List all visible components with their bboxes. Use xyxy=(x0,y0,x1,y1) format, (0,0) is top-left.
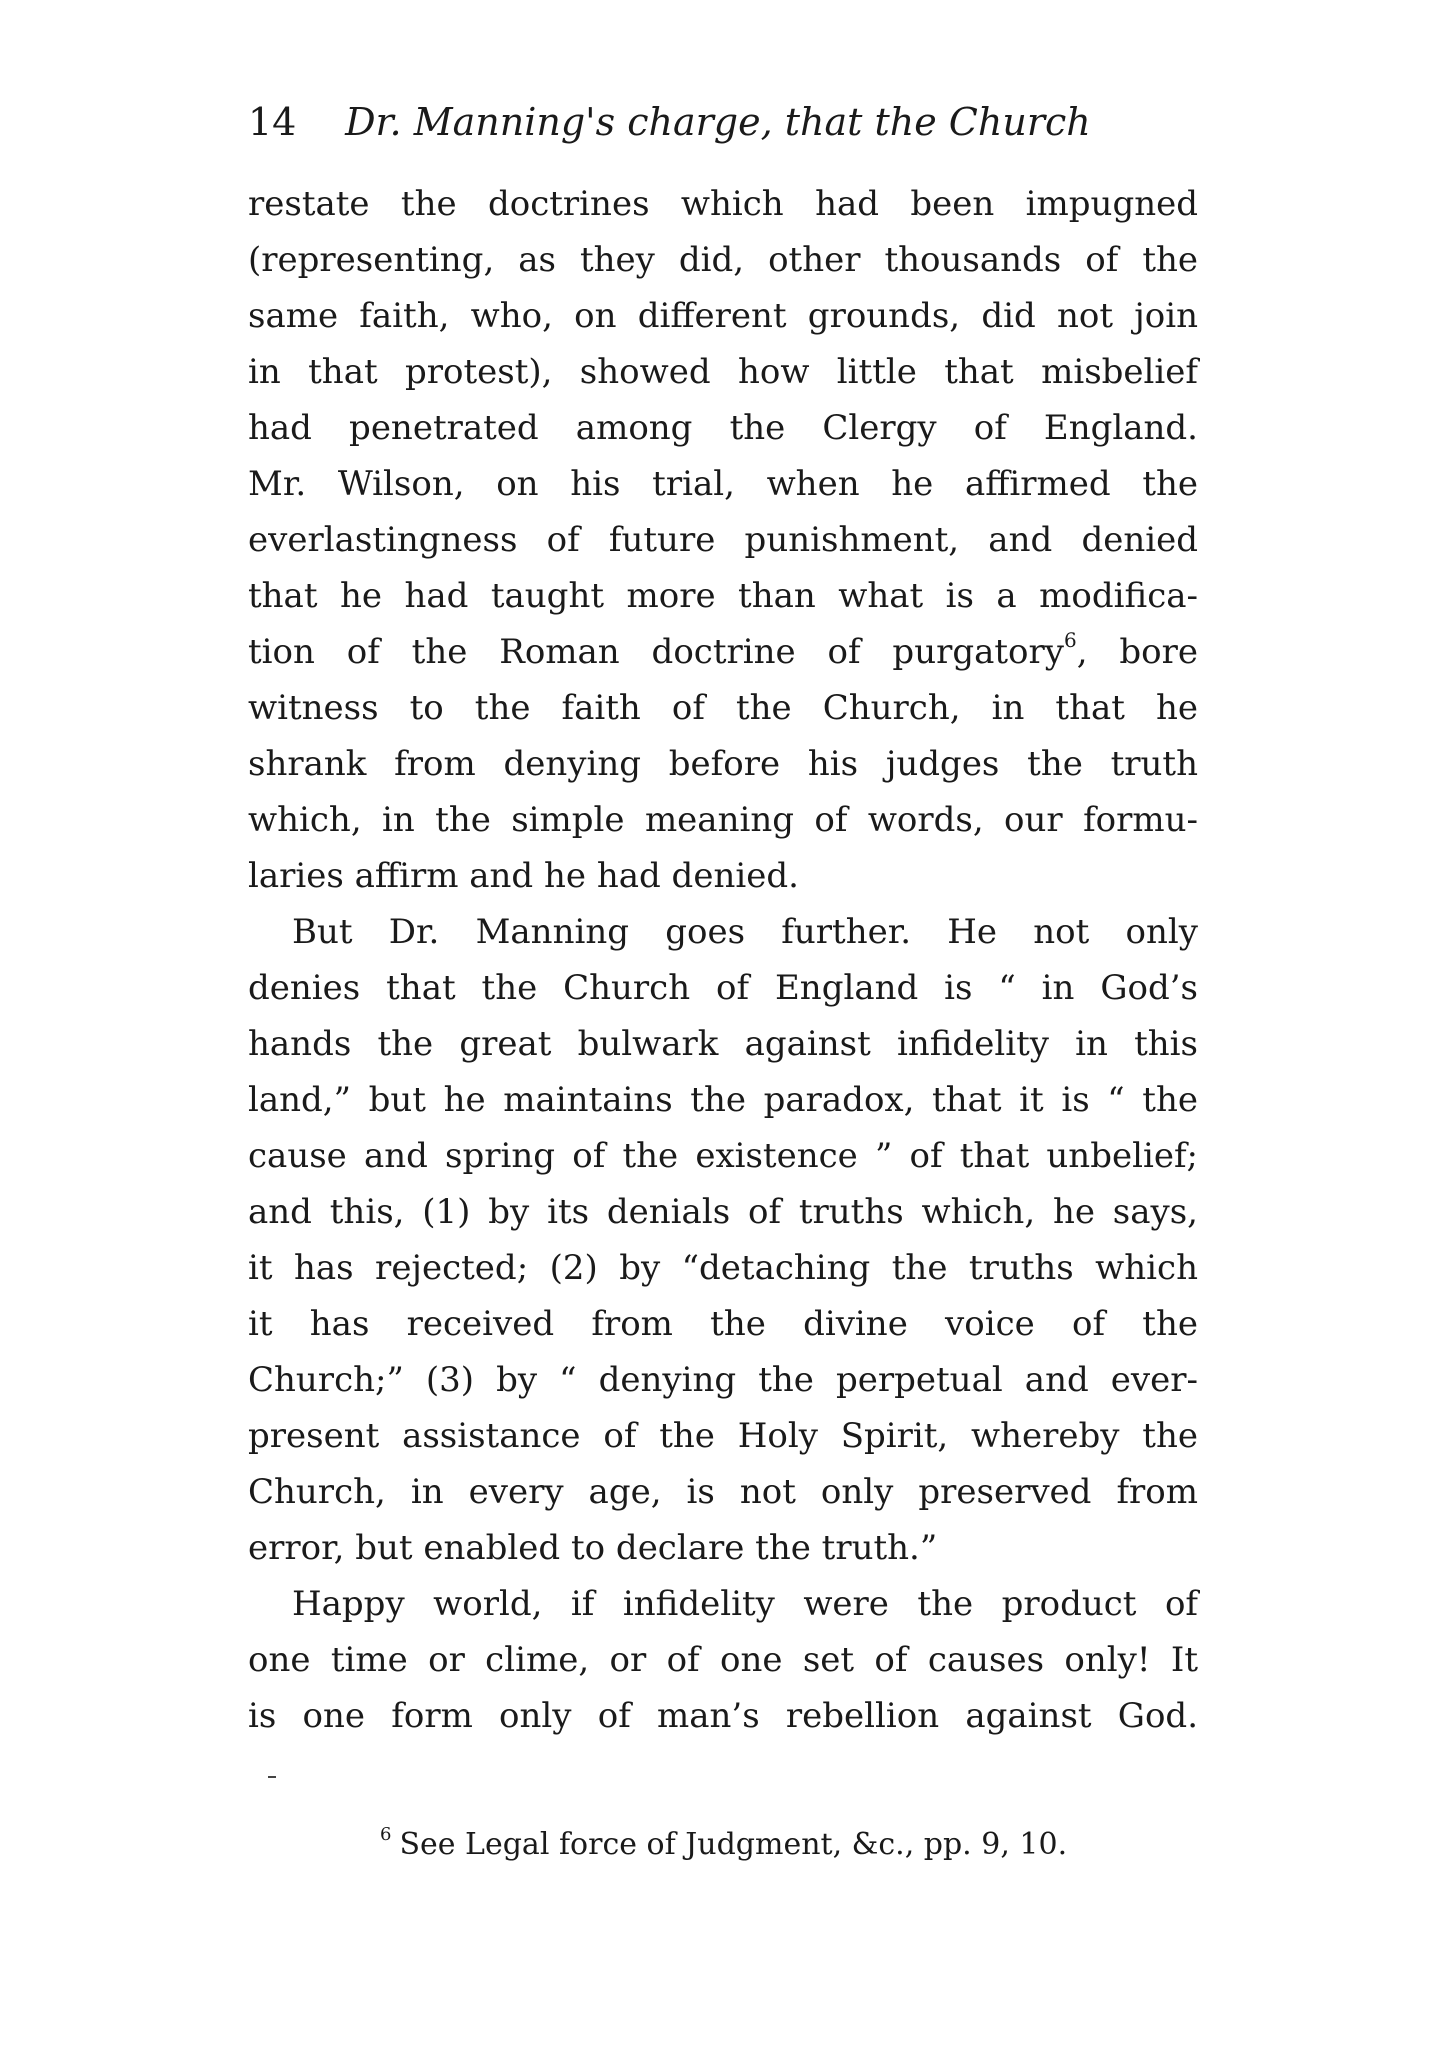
body-text xyxy=(248,176,1198,1744)
text-line: and this, (1) by its denials of truths which, he says, xyxy=(248,1192,1198,1232)
text-line: laries affirm and he had denied. xyxy=(248,856,799,896)
text-line: hands the great bulwark against infidelity in this xyxy=(248,1024,1198,1064)
text-line: cause and spring of the existence ” of that unbelief; xyxy=(248,1136,1198,1176)
running-title: Dr. Manning's charge, that the Church xyxy=(345,100,1091,144)
text-line: it has rejected; (2) by “detaching the truths which xyxy=(248,1248,1198,1288)
text-line: Church;” (3) by “ denying the perpetual and ever- xyxy=(248,1360,1198,1400)
text-line-tail: , bore xyxy=(1076,632,1198,672)
text-line: in that protest), showed how little that misbelief xyxy=(248,352,1198,392)
text-line: that he had taught more than what is a modifica- xyxy=(248,576,1198,616)
text-line: one time or clime, or of one set of causes only! It xyxy=(248,1640,1198,1680)
text-line: witness to the faith of the Church, in that he xyxy=(248,688,1198,728)
text-line: had penetrated among the Clergy of England. xyxy=(248,408,1198,448)
text-line: Mr. Wilson, on his trial, when he affirmed the xyxy=(248,464,1198,504)
footnote-marker: 6 xyxy=(380,1824,392,1845)
footnote xyxy=(380,1820,1180,1870)
running-head xyxy=(248,92,1198,152)
text-line: same faith, who, on different grounds, did not join xyxy=(248,296,1198,336)
text-line: Happy world, if infidelity were the product of xyxy=(292,1584,1198,1624)
page-number: 14 xyxy=(248,100,297,144)
footnote-reference[interactable]: 6 xyxy=(1063,628,1077,652)
text-line-main: tion of the Roman doctrine of purgatory xyxy=(248,632,1064,672)
footnote-rule-mark xyxy=(268,1776,276,1778)
text-line: denies that the Church of England is “ in God’s xyxy=(248,968,1198,1008)
text-line: present assistance of the Holy Spirit, whereby the xyxy=(248,1416,1198,1456)
text-line: which, in the simple meaning of words, our formu- xyxy=(248,800,1198,840)
text-line: shrank from denying before his judges the truth xyxy=(248,744,1198,784)
text-line: error, but enabled to declare the truth.” xyxy=(248,1528,938,1568)
text-line: is one form only of man’s rebellion against God. xyxy=(248,1696,1198,1736)
text-line: restate the doctrines which had been impugned xyxy=(248,184,1198,224)
text-line: land,” but he maintains the paradox, that it is “ the xyxy=(248,1080,1198,1120)
text-line: But Dr. Manning goes further. He not only xyxy=(292,912,1198,952)
text-line: (representing, as they did, other thousands of the xyxy=(248,240,1198,280)
text-line: everlastingness of future punishment, and denied xyxy=(248,520,1198,560)
text-line: it has received from the divine voice of the xyxy=(248,1304,1198,1344)
footnote-text: See Legal force of Judgment, &c., pp. 9, 10. xyxy=(399,1827,1068,1862)
text-line: Church, in every age, is not only preserved from xyxy=(248,1472,1198,1512)
text-line-with-note xyxy=(248,624,1198,680)
